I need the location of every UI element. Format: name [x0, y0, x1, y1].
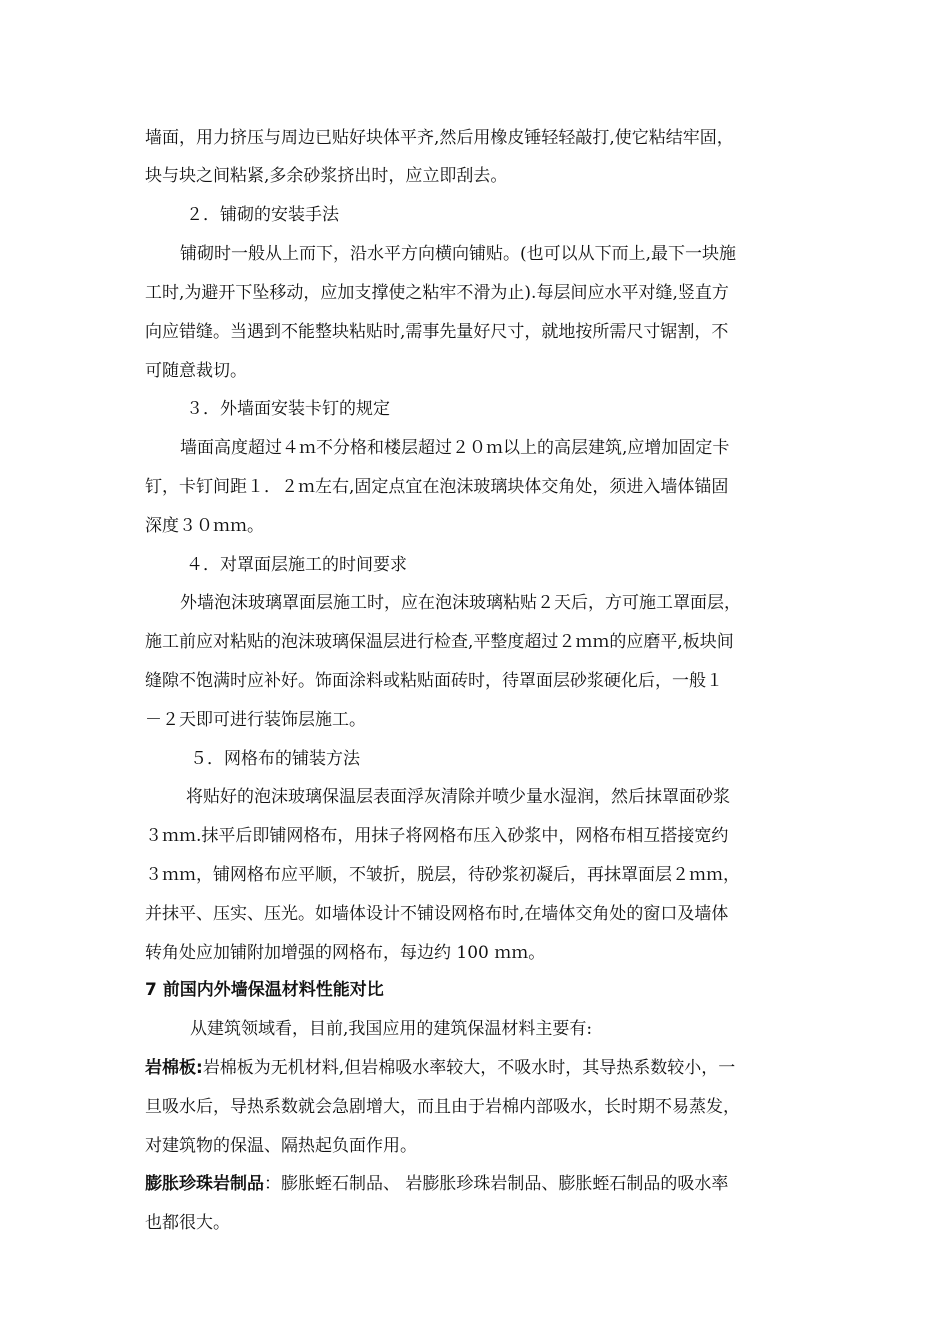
perlite-text: ：膨胀蛭石制品、 岩膨胀珍珠岩制品、膨胀蛭石制品的吸水率 — [264, 1174, 729, 1194]
rock-wool-text: 岩棉板为无机材料,但岩棉吸水率较大，不吸水时，其导热系数较小，一 — [202, 1058, 736, 1078]
intro-line: 从建筑领域看，目前,我国应用的建筑保温材料主要有: — [190, 1019, 593, 1039]
subsection-heading: ４．对罩面层施工的时间要求 — [186, 555, 407, 575]
text-line: 深度３０ｍｍ。 — [145, 516, 264, 536]
text-line: ３ｍｍ，铺网格布应平顺，不皱折，脱层，待砂浆初凝后，再抹罩面层２ｍｍ， — [145, 865, 740, 885]
perlite-paragraph-line — [145, 1174, 728, 1194]
text-line: 将贴好的泡沫玻璃保温层表面浮灰清除并喷少量水湿润，然后抹罩面砂浆 — [186, 787, 730, 807]
text-line: 对建筑物的保温、隔热起负面作用。 — [145, 1136, 417, 1156]
subsection-heading: ２．铺砌的安装手法 — [186, 205, 339, 225]
text-line: ３ｍｍ.抹平后即铺网格布，用抹子将网格布压入砂浆中，网格布相互搭接宽约 — [145, 826, 729, 846]
section-heading: 7 前国内外墙保温材料性能对比 — [145, 980, 384, 1000]
text-line: 墙面高度超过４ｍ不分格和楼层超过２０ｍ以上的高层建筑,应增加固定卡 — [180, 438, 730, 458]
text-line: 外墙泡沫玻璃罩面层施工时，应在泡沫玻璃粘贴２天后，方可施工罩面层， — [180, 593, 741, 613]
text-line: 向应错缝。当遇到不能整块粘贴时,需事先量好尺寸，就地按所需尺寸锯割，不 — [145, 322, 729, 342]
text-line: 可随意裁切。 — [145, 361, 247, 381]
text-line: 施工前应对粘贴的泡沫玻璃保温层进行检查,平整度超过２ｍｍ的应磨平,板块间 — [145, 632, 734, 652]
perlite-label: 膨胀珍珠岩制品 — [145, 1174, 264, 1194]
text-line: 工时,为避开下坠移动，应加支撑使之粘牢不滑为止).每层间应水平对缝,竖直方 — [145, 283, 729, 303]
text-line: 旦吸水后，导热系数就会急剧增大，而且由于岩棉内部吸水，长时期不易蒸发， — [145, 1097, 740, 1117]
text-line: 并抹平、压实、压光。如墙体设计不铺设网格布时,在墙体交角处的窗口及墙体 — [145, 904, 729, 924]
text-line: 转角处应加铺附加增强的网格布，每边约 100 ｍｍ。 — [145, 943, 546, 963]
text-line: 钉，卡钉间距１．２ｍ左右,固定点宜在泡沫玻璃块体交角处，须进入墙体锚固 — [145, 477, 729, 497]
text-line: 缝隙不饱满时应补好。饰面涂料或粘贴面砖时，待罩面层砂浆硬化后，一般１ — [145, 671, 723, 691]
text-line: 墙面，用力挤压与周边已贴好块体平齐,然后用橡皮锤轻轻敲打,使它粘结牢固， — [145, 128, 734, 148]
subsection-heading: ３．外墙面安装卡钉的规定 — [186, 399, 390, 419]
text-line: 铺砌时一般从上而下，沿水平方向横向铺贴。(也可以从下而上,最下一块施 — [180, 244, 737, 264]
subsection-heading: ５．网格布的铺装方法 — [190, 749, 360, 769]
rock-wool-label: 岩棉板: — [145, 1058, 203, 1078]
rock-wool-paragraph-line — [145, 1058, 735, 1078]
text-line: 也都很大。 — [145, 1213, 230, 1233]
text-line: 块与块之间粘紧,多余砂浆挤出时，应立即刮去。 — [145, 166, 508, 186]
text-line: －２天即可进行装饰层施工。 — [145, 710, 366, 730]
